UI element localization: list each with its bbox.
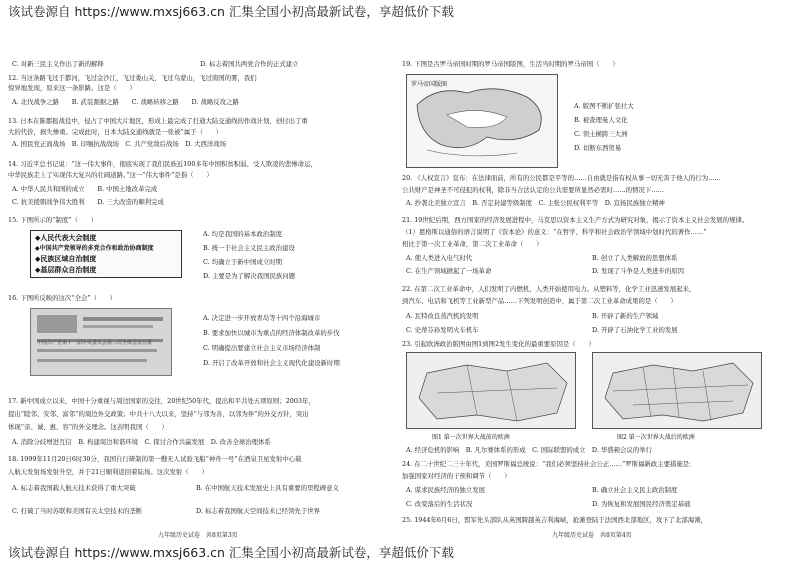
q19-text: 19. 下图是古罗马帝国时期的罗马帝国版图，生活当时期的罗马帝国（ ） [402,60,619,68]
q17-text-3: 体现“亲、诚、惠、容”的外交理念。这表明我国（ ） [8,423,168,431]
q15-option-a: A. 均是我国的基本政治制度 [203,230,282,238]
q17-options: A. 消除分歧增进互信 B. 构建周边和谐环境 C. 探讨合作共赢发展 D. 改善全球治理体系 [12,438,271,446]
q14-options-1: A. 中华人民共和国的成立 B. 中国土地改革完成 [12,185,158,193]
roman-empire-map [406,74,558,168]
q16-option-c: C. 明确提出要建立社会主义市场经济体制 [203,344,321,352]
map-label: 罗马帝国版图 [411,81,448,88]
q24-option-d: D. 为恢复和发展国民经济奠定基础 [592,500,691,508]
q21-text-2: （1）恩格斯以通俗的语言说明了《资本论》的意义：“在哲学、科学和社会政治学领域中划时代的著作……” [402,228,707,236]
q15-option-d: D. 主要是为了解决我国民族问题 [203,272,296,280]
q11-option-c: C. 对新三民主义作出了新的解释 [12,60,104,68]
map-drawing [407,75,557,167]
system-item-2: ◆中国共产党领导的多党合作和政治协商制度 [35,245,154,252]
page-footer-right: 九年级历史试卷 共8页第4页 [552,532,632,539]
q11-option-d: D. 标志着国共两党合作的正式建立 [200,60,299,68]
europe-map-1 [406,352,576,429]
q24-option-a: A. 谋求民族经济的独立发展 [406,486,485,494]
q24-text-2: 加强国家对经济的干预和调节（ ） [402,472,511,480]
system-item-1: ◆人民代表大会制度 [35,233,97,242]
q20-options: A. 抄袭北美独立宣言 B. 否定封建等级制度 C. 主张公民权利平等 D. 宣扬民族独立精神 [406,199,665,207]
q12-text-2: 惊异地发现，原来这一条影路。这是（ ） [8,84,136,92]
q19-option-a: A. 版图不断扩张壮大 [574,102,634,110]
q15-system-box [30,230,182,278]
q22-text: 22. 在第二次工业革命中，人们发明了内燃机，人类开始使用电力。从塑料等，化学工业迅速发展起来， [402,285,696,293]
q23-text: 23. 引起欧洲政治版图由图1到图2发生变化的最重要原因是（ ） [402,340,595,348]
communique-photo [30,308,172,376]
q22-option-a: A. 瓦特改良蒸汽机的发明 [406,312,479,320]
source-banner-bottom: 该试卷源自 https://www.mxsj663.cn 汇集全国小初高最新试卷，享超低价下载 [8,545,454,560]
map2-drawing [593,353,761,428]
q14-options-2: C. 抗美援朝战争伟大胜利 D. 三大改造的顺利完成 [12,198,164,206]
q24-option-b: B. 确立社会主义民主政治制度 [592,486,678,494]
q21-option-a: A. 使人类进入电气时代 [406,254,473,262]
page-right [402,22,777,542]
q23-options: A. 经济危机的影响 B. 凡尔赛体系的形成 C. 国际联盟的成立 D. 华盛顿会议的举行 [406,446,653,454]
q21-text: 21. 19世纪后期，西方国家的经济发展进程中，马克思以资本主义生产方式为研究对象，揭示了资本主义社会发展的规律。 [402,216,749,224]
q25-text: 25. 1944年6月6日，盟军先头部队从英国跨越英吉利海峡，抢滩登陆于法国西北部地区，攻下了北部海滩， [402,516,707,524]
q13-text: 13. 日本在陈郡报战役中，侵占了中国大片地区，形成上最完成了打通大陆交通线的作战计划，创付出了重 [8,117,308,125]
map2-caption: 图2 第一次世界大战后的欧洲 [617,434,695,441]
europe-map-2 [592,352,762,429]
q21-option-c: C. 在生产领域掀起了一场革命 [406,267,492,275]
q16-option-b: B. 要求加快以城市为重点的经济体制改革的步伐 [203,329,340,337]
q16-text: 16. 下图所反映的这次“全会”（ ） [8,294,117,302]
q12-text: 12. 当这条路飞过于都河，飞过金沙江，飞过娄山关，飞过乌蒙山，飞过南国的雾，我们 [8,74,257,82]
q20-text-2: 公共财产是神圣不可侵犯的权利，除非当合法认定的公共需要所显然必需时……的情况下…… [402,186,665,194]
system-item-3: ◆民族区域自治制度 [35,254,97,263]
q18-text: 18. 1999年11月20日6时30分，我国自行研制的第一艘无人试验飞船“神舟一号”在酒泉卫星发射中心载 [8,455,302,463]
q24-option-c: C. 改变落后的生活状况 [406,500,473,508]
q22-option-c: C. 史蒂芬孙发明火车机车 [406,326,479,334]
map1-caption: 图1 第一次世界大战前的欧洲 [432,434,510,441]
q16-option-d: D. 开启了改革开放和社会主义现代化建设新时期 [203,359,340,367]
source-banner-top: 该试卷源自 https://www.mxsj663.cn 汇集全国小初高最新试卷，享超低价下载 [8,4,454,19]
q19-option-c: C. 领土横跨三大洲 [574,130,628,138]
q17-text-2: 提出“睦邻、安邻、富邻”的周边外交政策；中共十八大以来，坚持“与邻为善、以邻为伴”的外交方针，突出 [8,410,309,418]
page-left [8,22,383,542]
q17-text: 17. 新中国成立以来，中国十分重视与周边国家的交往，20世纪50年代，提出和平共处五项原则；2003年， [8,397,315,405]
q15-option-b: B. 统一于社会主义民主政治建设 [203,244,295,252]
map1-drawing [407,353,575,428]
q16-option-a: A. 决定进一步开放青岛等十四个沿海城市 [203,314,321,322]
q18-option-d: D. 标志着我国航天空间技术已经领先于世界 [196,507,320,515]
q13-text-2: 大的代价，损失惨重。完成此时，日本大陆交通线就是一张被”属于（ ） [8,128,223,136]
q15-option-c: C. 均确立于新中国成立时期 [203,258,283,266]
q18-text-2: 人航天发射场发射升空，并于21日顺利返回着陆场。这次发射（ ） [8,468,208,476]
q22-option-d: D. 开辟了石油化学工业的发展 [592,326,678,334]
q21-text-3: 相比于第一次工业革命，第二次工业革命（ ） [402,240,543,248]
q14-text-2: 中华民族走上了实现伟大复兴的壮阔道路。”这一“伟大事件”是指（ ） [8,171,213,179]
q21-option-d: D. 发现了斗争是人类进步的原因 [592,267,685,275]
q24-text: 24. 在二十世纪二三十年代，美国罗斯福总统说：“我们必须坚持社会公正……”罗斯福新政主要措施是： [402,460,696,468]
photo-caption: 中国共产党第十一届中央委员会第三次全体会议公报 [37,340,153,346]
q13-options: A. 国民党正面战场 B. 印缅抗战战场 C. 共产党敌后战场 D. 大西洋战场 [12,140,227,148]
q22-option-b: B. 开辟了新的生产领域 [592,312,659,320]
q12-options: A. 北伐战争之路 B. 武装割据之路 C. 战略转移之路 D. 战略反攻之路 [12,98,239,106]
q15-text: 15. 下图所示的“制度”（ ） [8,216,98,224]
q19-option-b: B. 被查理曼人文化 [574,116,628,124]
q19-option-d: D. 切断东西贸易 [574,144,622,152]
q18-option-c: C. 打破了当时苏联和美国有关太空技术的垄断 [12,507,143,515]
q18-option-a: A. 标志着我国载人航天技术获得了重大突破 [12,484,136,492]
q14-text: 14. 习近平总书记说：“这一伟大事件，彻底实现了我们民族近100多年中国积贫积弱、受人欺凌的悲惨命运， [8,160,317,168]
system-item-4: ◆基层群众自治制度 [35,265,97,274]
q18-option-b: B. 在中国航天技术发展史上具有重要的里程碑意义 [196,484,339,492]
q22-text-2: 到汽车、电话和飞机等工业新型产品……下列发明创造中，属于第二次工业革命成果的是（ ） [402,297,677,305]
page-footer-left: 九年级历史试卷 共8页第3页 [158,532,238,539]
q20-text: 20. 《人权宣言》宣布：在法律面前，所有的公民都是平等的……自由就是指有权从事一切无害于他人的行为…… [402,174,721,182]
q21-option-b: B. 创立了人类解放的思想体系 [592,254,678,262]
